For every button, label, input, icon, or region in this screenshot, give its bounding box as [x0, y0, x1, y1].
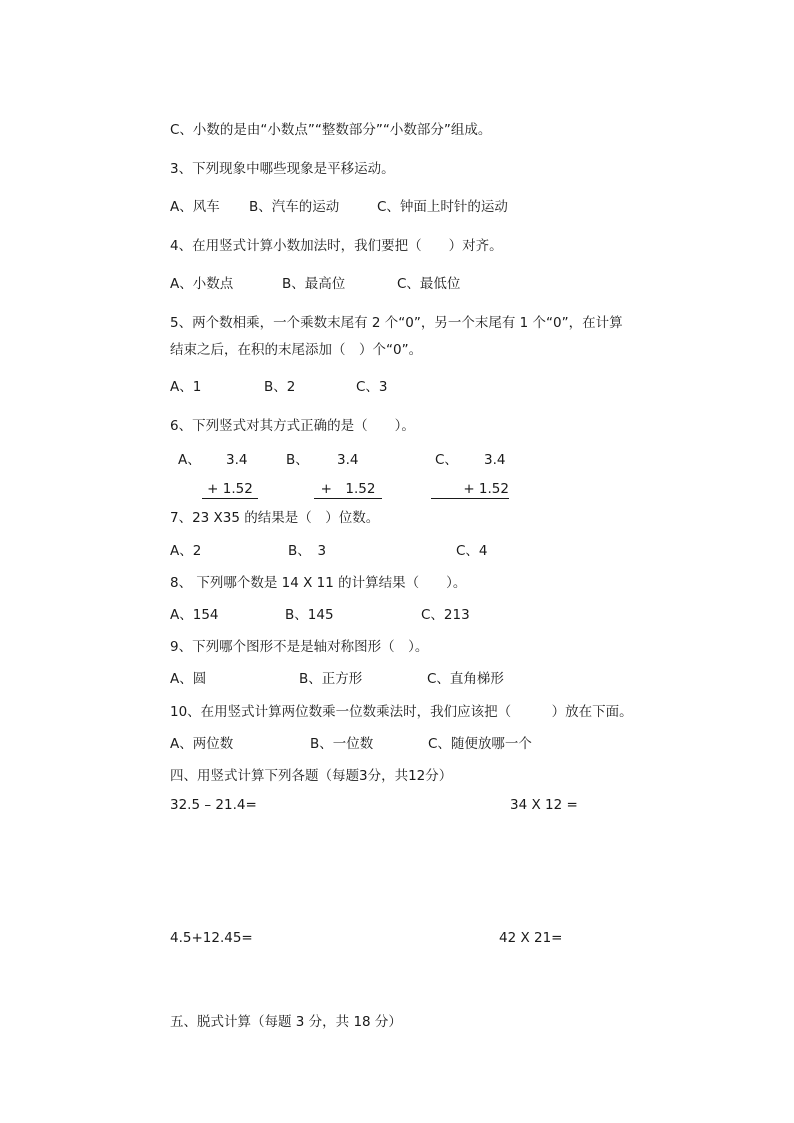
question-5-option-a: A、1 — [170, 379, 202, 395]
question-5-line-2: 结束之后，在积的末尾添加（ ）个“0”。 — [170, 342, 423, 358]
option-c-decimal-parts: C、小数的是由“小数点”“整数部分”“小数部分”组成。 — [170, 122, 492, 138]
calc-problem-1: 32.5 – 21.4= — [170, 797, 257, 813]
question-6: 6、下列竖式对其方式正确的是（ ）。 — [170, 418, 415, 434]
calc-problem-4: 42 X 21= — [499, 930, 563, 946]
question-10: 10、在用竖式计算两位数乘一位数乘法时，我们应该把（ ）放在下面。 — [170, 704, 633, 720]
question-7-option-a: A、2 — [170, 543, 202, 559]
question-8-option-b: B、145 — [285, 607, 334, 623]
question-5-line-1: 5、两个数相乘，一个乘数末尾有 2 个“0”，另一个末尾有 1 个“0”，在计算 — [170, 315, 623, 331]
question-3-option-b: B、汽车的运动 — [249, 199, 340, 215]
question-9-option-b: B、正方形 — [299, 671, 363, 687]
question-6-option-c-bottom: + 1.52 — [431, 480, 509, 499]
question-3: 3、下列现象中哪些现象是平移运动。 — [170, 161, 395, 177]
calc-problem-3: 4.5+12.45= — [170, 930, 253, 946]
question-6-option-b-top: 3.4 — [337, 452, 359, 468]
question-4-option-a: A、小数点 — [170, 276, 234, 292]
section-4-heading: 四、用竖式计算下列各题（每题3分，共12分） — [170, 768, 453, 784]
question-6-option-a-top: 3.4 — [226, 452, 248, 468]
question-9-option-c: C、直角梯形 — [427, 671, 504, 687]
question-7-option-c: C、4 — [456, 543, 488, 559]
question-8-option-c: C、213 — [421, 607, 470, 623]
question-6-option-b-bottom: + 1.52 — [314, 480, 382, 499]
question-4-option-c: C、最低位 — [397, 276, 461, 292]
question-3-option-c: C、钟面上时针的运动 — [377, 199, 508, 215]
question-6-option-c-top: 3.4 — [484, 452, 506, 468]
question-6-option-a-label: A、 — [178, 452, 201, 468]
question-5-option-b: B、2 — [264, 379, 296, 395]
question-10-option-a: A、两位数 — [170, 736, 234, 752]
question-6-option-a-bottom: + 1.52 — [202, 480, 258, 499]
calc-problem-2: 34 X 12 = — [510, 797, 578, 813]
question-10-option-b: B、一位数 — [310, 736, 374, 752]
question-6-option-c-label: C、 — [435, 452, 458, 468]
question-6-option-b-label: B、 — [286, 452, 309, 468]
question-9-option-a: A、圆 — [170, 671, 207, 687]
question-8: 8、 下列哪个数是 14 X 11 的计算结果（ ）。 — [170, 575, 467, 591]
question-3-option-a: A、风车 — [170, 199, 220, 215]
question-4-option-b: B、最高位 — [282, 276, 346, 292]
question-9: 9、下列哪个图形不是是轴对称图形（ ）。 — [170, 639, 429, 655]
question-7-option-b: B、 3 — [288, 543, 327, 559]
section-5-heading: 五、脱式计算（每题 3 分，共 18 分） — [170, 1014, 402, 1030]
question-7: 7、23 X35 的结果是（ ）位数。 — [170, 510, 380, 526]
question-10-option-c: C、随便放哪一个 — [428, 736, 532, 752]
question-4: 4、在用竖式计算小数加法时，我们要把（ ）对齐。 — [170, 238, 503, 254]
question-8-option-a: A、154 — [170, 607, 219, 623]
question-5-option-c: C、3 — [356, 379, 388, 395]
